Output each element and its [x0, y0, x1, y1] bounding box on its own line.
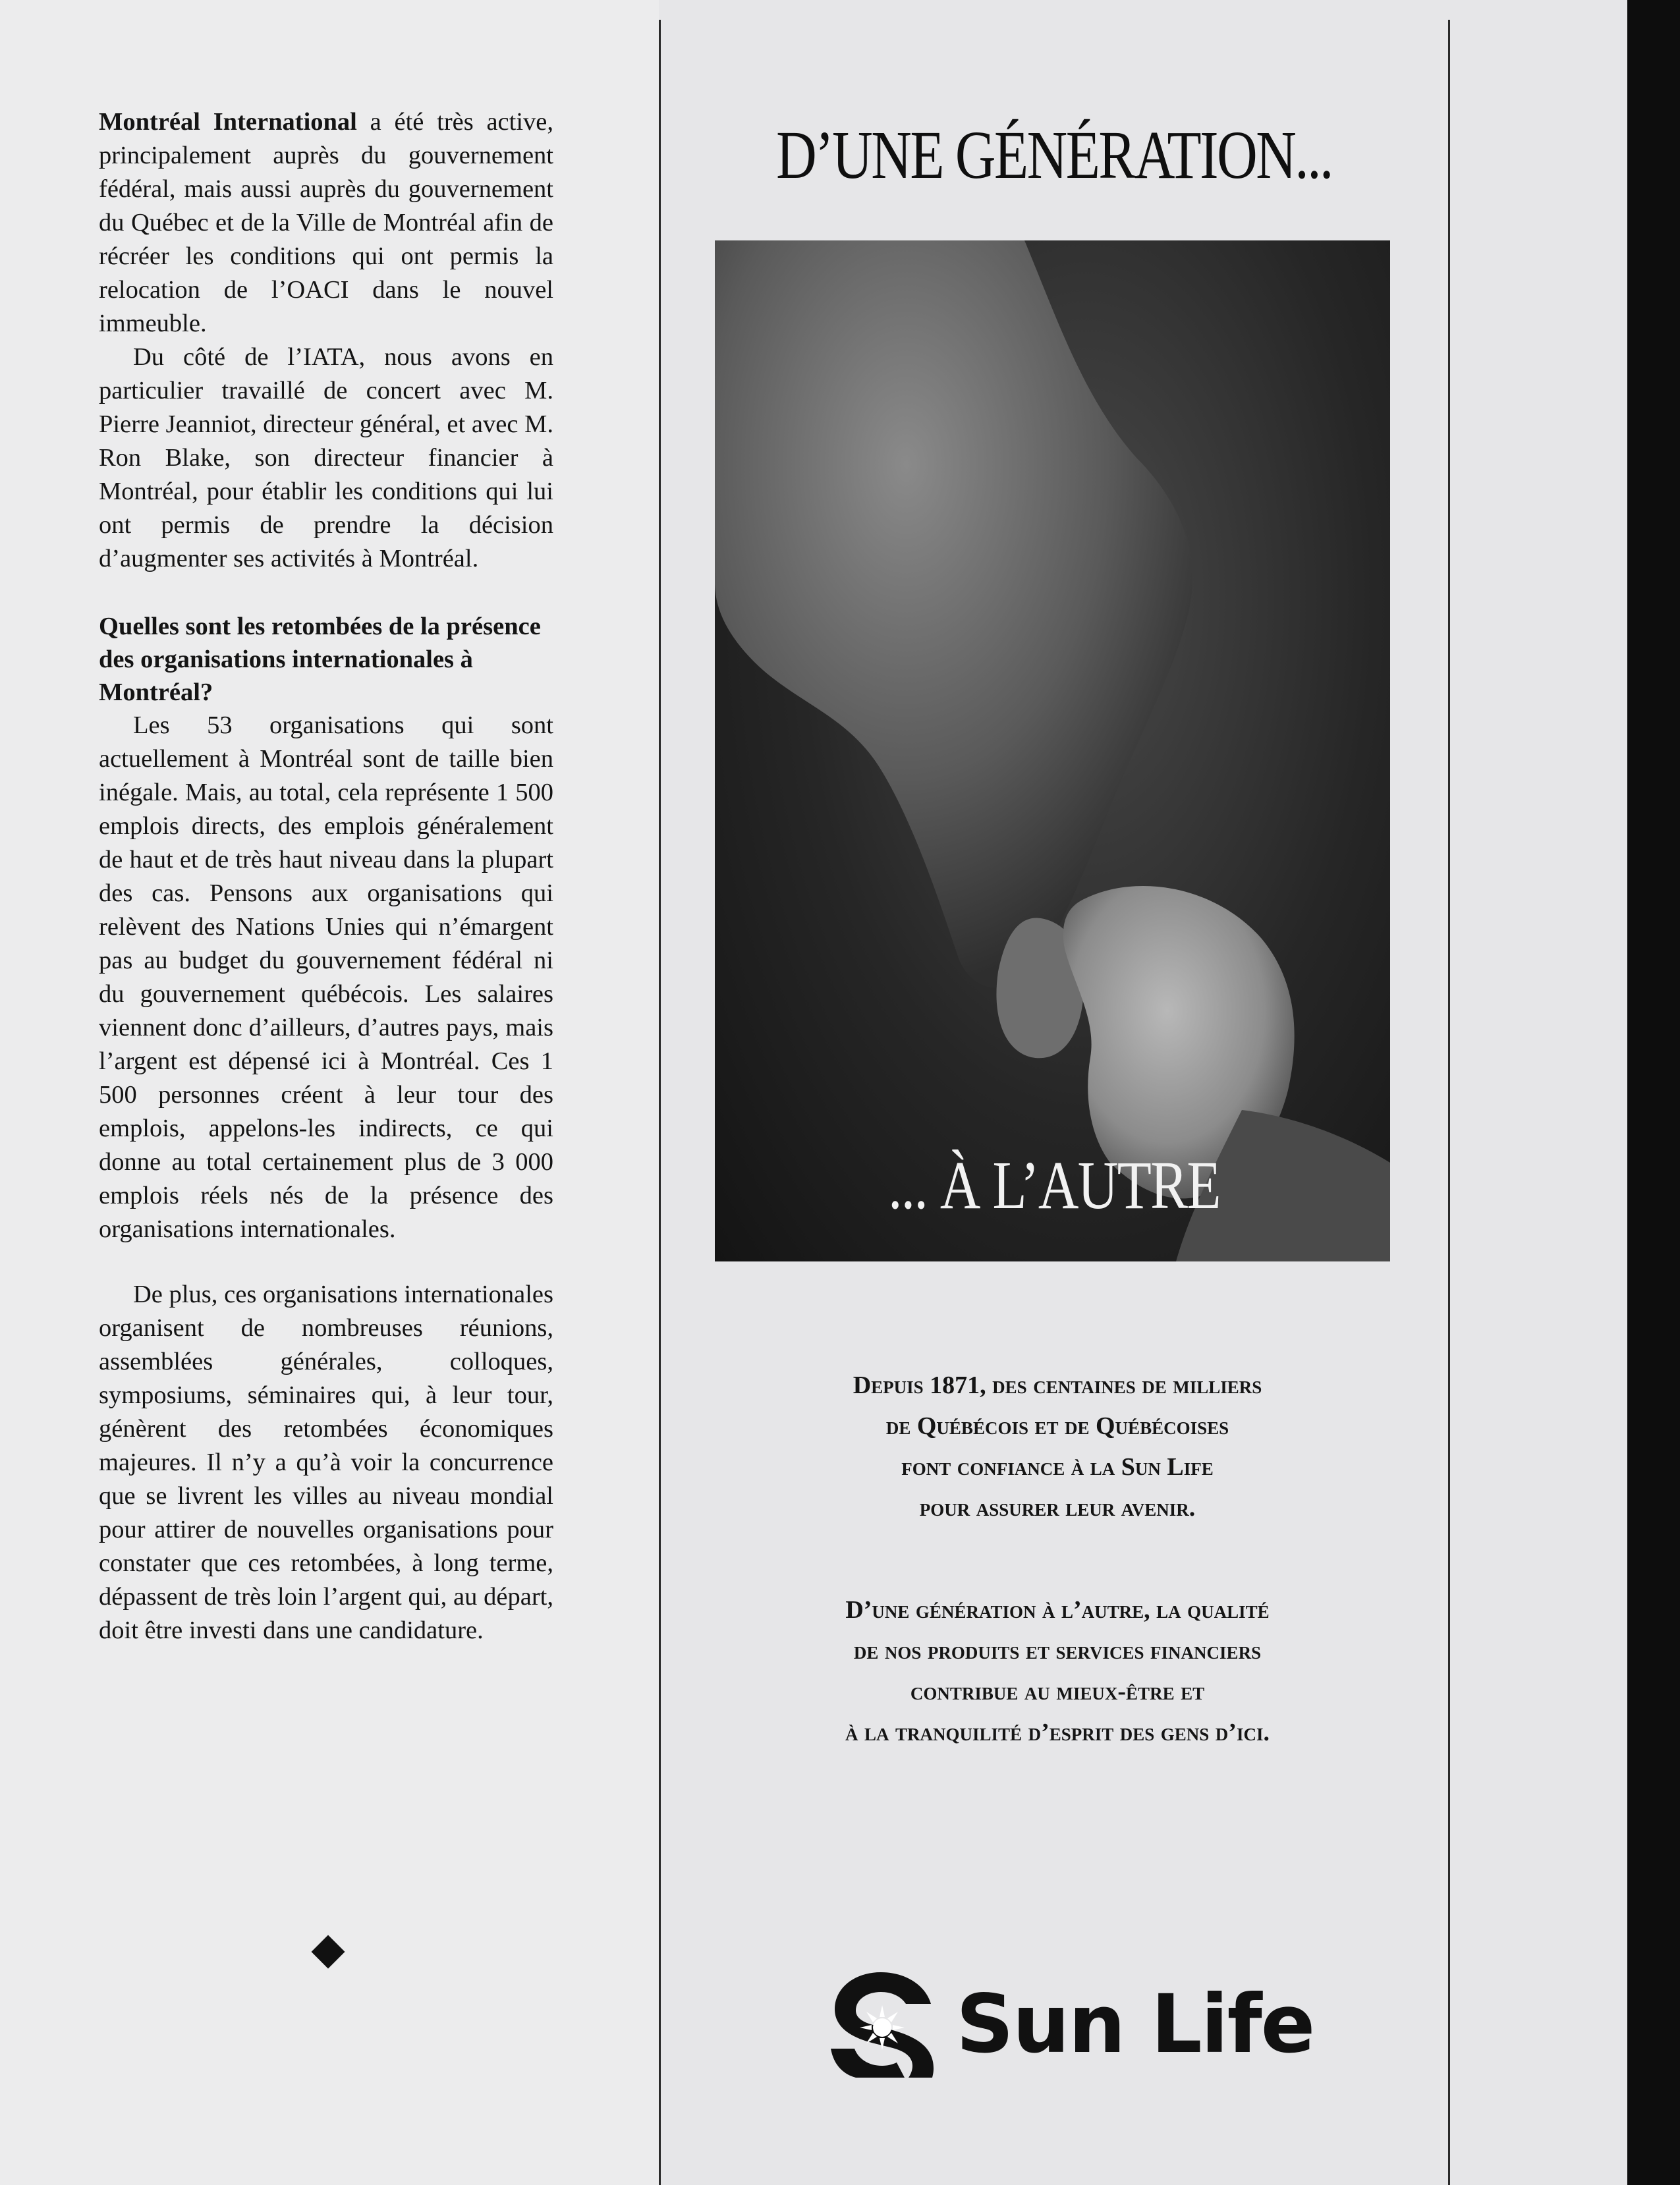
sun-life-logo	[827, 1970, 1328, 2082]
scan-edge	[1627, 0, 1680, 2185]
ad-body-1-line: de Québécois et de Québécoises	[885, 1412, 1229, 1440]
article-paragraph-1	[99, 105, 553, 341]
ad-headline: D’UNE GÉNÉRATION...	[776, 117, 1332, 193]
column-rule-right	[1448, 20, 1450, 2185]
sun-life-wordmark: Sun Life	[956, 1978, 1314, 2071]
article-column	[99, 105, 553, 1647]
ad-body-2-line: de nos produits et services financiers	[853, 1637, 1262, 1665]
adult-hand-shape	[715, 240, 1192, 988]
article-paragraph-3: Les 53 organisations qui sont actuellement à Montréal sont de taille bien inégale. Mais, au total, cela représente 1 500 emplois directs, des emplois généralement de haut et de très haut niveau dans la plupart des cas. Pensons aux organisations qui relèvent des Nations Unies qui n’émargent pas au budget du gouvernement fédéral ni du gouvernement québécois. Les salaires viennent donc d’ailleurs, d’autres pays, mais l’argent est dépensé ici à Montréal. Ces 1 500 personnes créent à leur tour des emplois, appelons-les indirects, ce qui donne au total certainement plus de 3 000 emplois réels nés de la présence des organisations internationales.	[99, 711, 553, 1243]
article-paragraph-1-text: a été très active, principalement auprès du gouvernement fédéral, mais aussi auprès du gouvernement du Québec et de la Ville de Montréal afin de récréer les conditions qui ont permis la relocation de l’OACI dans le nouvel immeuble.	[99, 108, 553, 337]
sun-life-emblem-icon	[827, 1970, 936, 2078]
ad-tagline: ... À L’AUTRE	[888, 1148, 1220, 1223]
ad-body-2-line: à la tranquilité d’esprit des gens d’ici.	[845, 1719, 1270, 1746]
ad-body-1-line: Depuis 1871, des centaines de milliers	[853, 1371, 1262, 1399]
ad-body-2-line: D’une génération à l’autre, la qualité	[845, 1596, 1270, 1624]
article-paragraph-2: Du côté de l’IATA, nous avons en particulier travaillé de concert avec M. Pierre Jeanniot, directeur général, et avec M. Ron Blake, son directeur financier à Montréal, pour établir les conditions qui lui ont permis de prendre la décision d’augmenter ses activités à Montréal.	[99, 343, 553, 572]
article-paragraph-4: De plus, ces organisations internationales organisent de nombreuses réunions, assemblées générales, colloques, symposiums, séminaires qui, à leur tour, génèrent des retombées économiques majeures. Il n’y a qu’à voir la concurrence que se livrent les villes au niveau mondial pour attirer de nouvelles organisations pour constater que ces retombées, à long terme, dépassent de très loin l’argent qui, au départ, doit être investi dans une candidature.	[99, 1281, 553, 1644]
column-rule-left	[659, 20, 661, 2185]
hands-illustration	[715, 240, 1390, 1261]
ad-body-1-line: font confiance à la Sun Life	[901, 1453, 1214, 1481]
ad-photo-hands	[715, 240, 1390, 1261]
ad-body-text-2	[692, 1590, 1423, 1753]
ad-body-1-line: pour assurer leur avenir.	[919, 1494, 1196, 1522]
ad-body-2-line: contribue au mieux-être et	[910, 1678, 1205, 1705]
article-lead-organization: Montréal International	[99, 108, 357, 136]
article-subheading: Quelles sont les retombées de la présence des organisations internationales à Montréal?	[99, 613, 541, 706]
ad-body-text-1	[692, 1365, 1423, 1528]
